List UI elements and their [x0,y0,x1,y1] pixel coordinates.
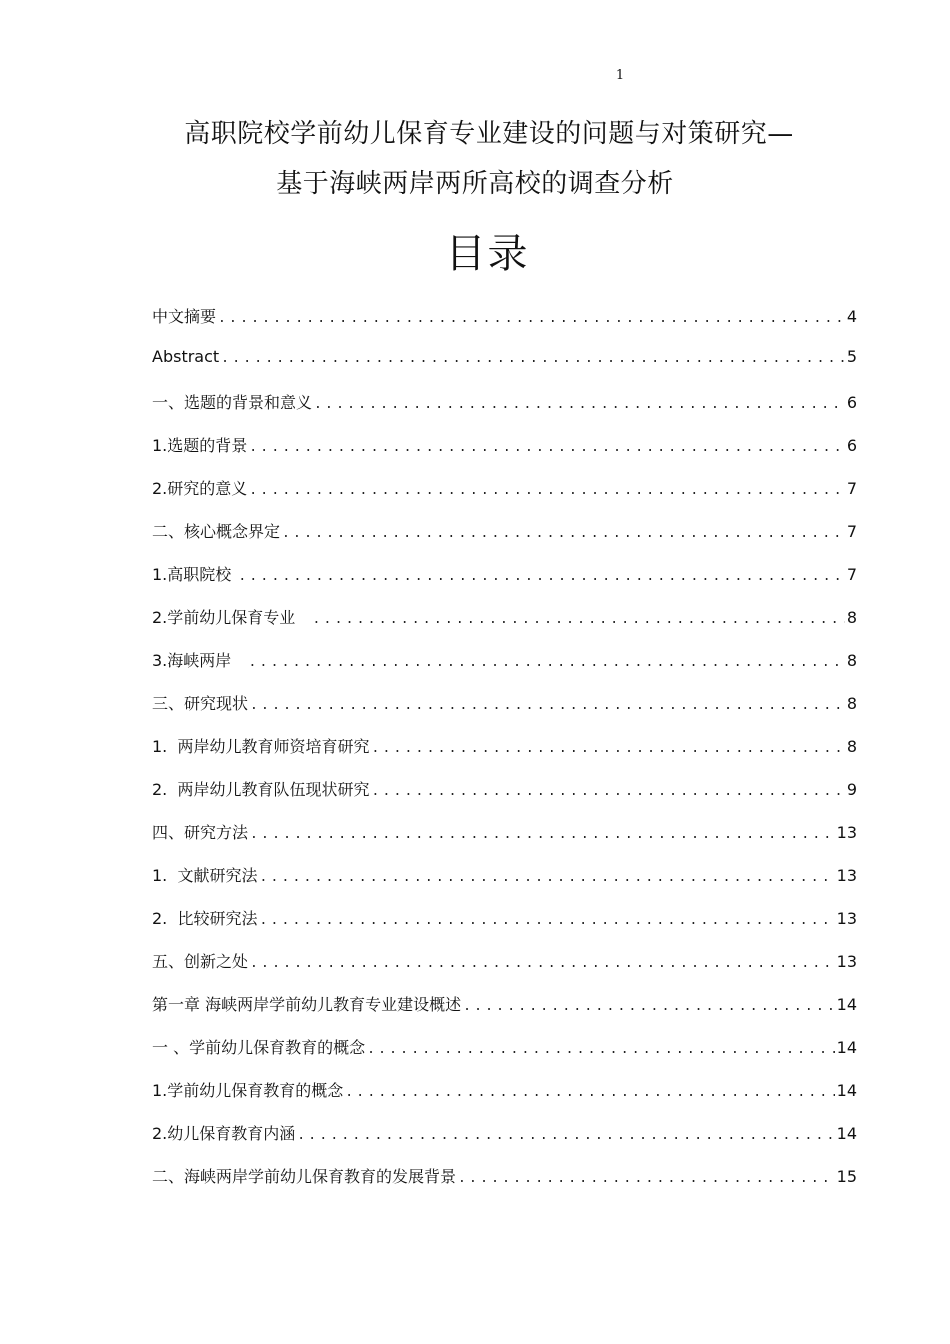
toc-entry-label: Abstract [152,347,220,366]
toc-entry-label: 第一章 海峡两岸学前幼儿教育专业建设概述 [152,995,462,1014]
toc-entry-page: 15 [836,1167,857,1186]
toc-dot-leader [250,698,845,713]
toc-entry-page: 13 [836,909,857,928]
toc-entry-page: 5 [846,347,857,366]
toc-entry-label: 四、研究方法 [152,823,249,842]
toc-entry[interactable] [152,949,857,992]
toc-dot-leader [314,397,845,412]
toc-dot-leader [259,913,834,928]
toc-entry-page: 7 [846,565,857,584]
toc-dot-leader [371,741,844,756]
toc-entry-page: 14 [836,1081,857,1100]
toc-entry[interactable] [152,1035,857,1078]
table-of-contents [152,304,857,1207]
toc-dot-leader [238,569,844,584]
toc-dot-leader [458,1171,835,1186]
toc-entry-label: 一 、学前幼儿保育教育的概念 [152,1038,366,1057]
toc-entry[interactable] [152,820,857,863]
toc-dot-leader [282,526,845,541]
toc-entry-label: 五、创新之处 [152,952,249,971]
toc-entry-page: 8 [846,651,857,670]
toc-entry-page: 6 [846,393,857,412]
toc-entry-page: 8 [846,608,857,627]
toc-entry-page: 13 [836,823,857,842]
toc-entry[interactable] [152,605,857,648]
toc-entry-page: 9 [846,780,857,799]
toc-entry-label: 1.高职院校 [152,565,237,584]
toc-dot-leader [250,827,835,842]
toc-entry[interactable] [152,562,857,605]
toc-dot-leader [297,1128,834,1143]
toc-dot-leader [371,784,844,799]
toc-entry-page: 8 [846,737,857,756]
toc-dot-leader [249,655,845,670]
toc-dot-leader [249,483,845,498]
toc-entry-label: 中文摘要 [152,307,217,326]
document-title-line-2: 基于海峡两岸两所高校的调查分析 [276,169,674,199]
toc-entry-page: 8 [846,694,857,713]
toc-dot-leader [250,956,835,971]
toc-entry-label: 1.学前幼儿保育教育的概念 [152,1081,344,1100]
toc-entry[interactable] [152,777,857,820]
toc-entry-page: 14 [836,1038,857,1057]
page-number: 1 [615,68,625,83]
toc-entry-page: 6 [846,436,857,455]
toc-dot-leader [221,351,845,366]
toc-entry[interactable] [152,1164,857,1207]
toc-entry-label: 2.学前幼儿保育专业 [152,608,311,627]
toc-entry[interactable] [152,347,857,390]
toc-heading: 目录 [445,231,530,277]
toc-entry[interactable] [152,304,857,347]
toc-entry-page: 4 [846,307,857,326]
toc-dot-leader [367,1042,835,1057]
toc-entry-label: 二、海峡两岸学前幼儿保育教育的发展背景 [152,1167,457,1186]
toc-dot-leader [463,999,835,1014]
toc-entry-page: 14 [836,1124,857,1143]
toc-entry-label: 2. 两岸幼儿教育队伍现状研究 [152,780,370,799]
toc-entry[interactable] [152,476,857,519]
toc-dot-leader [218,311,845,326]
toc-entry[interactable] [152,1078,857,1121]
toc-entry[interactable] [152,992,857,1035]
toc-entry-label: 2. 比较研究法 [152,909,258,928]
toc-entry[interactable] [152,691,857,734]
toc-dot-leader [259,870,834,885]
toc-entry[interactable] [152,648,857,691]
toc-entry-label: 一、选题的背景和意义 [152,393,313,412]
toc-entry-label: 2.幼儿保育教育内涵 [152,1124,296,1143]
toc-entry-label: 2.研究的意义 [152,479,248,498]
document-title-line-1: 高职院校学前幼儿保育专业建设的问题与对策研究— [184,119,794,149]
toc-entry[interactable] [152,863,857,906]
toc-entry-page: 13 [836,952,857,971]
toc-entry[interactable] [152,906,857,949]
toc-entry-page: 14 [836,995,857,1014]
toc-entry[interactable] [152,390,857,433]
toc-entry[interactable] [152,519,857,562]
toc-entry-page: 13 [836,866,857,885]
toc-entry[interactable] [152,734,857,777]
toc-entry[interactable] [152,1121,857,1164]
toc-dot-leader [313,612,845,627]
toc-entry-label: 二、核心概念界定 [152,522,281,541]
toc-dot-leader [345,1085,834,1100]
toc-entry-label: 1. 两岸幼儿教育师资培育研究 [152,737,370,756]
toc-entry-label: 1.选题的背景 [152,436,248,455]
toc-entry-label: 三、研究现状 [152,694,249,713]
toc-dot-leader [249,440,845,455]
toc-entry-label: 1. 文献研究法 [152,866,258,885]
toc-entry[interactable] [152,433,857,476]
toc-entry-page: 7 [846,479,857,498]
toc-entry-page: 7 [846,522,857,541]
toc-entry-label: 3.海峡两岸 [152,651,247,670]
